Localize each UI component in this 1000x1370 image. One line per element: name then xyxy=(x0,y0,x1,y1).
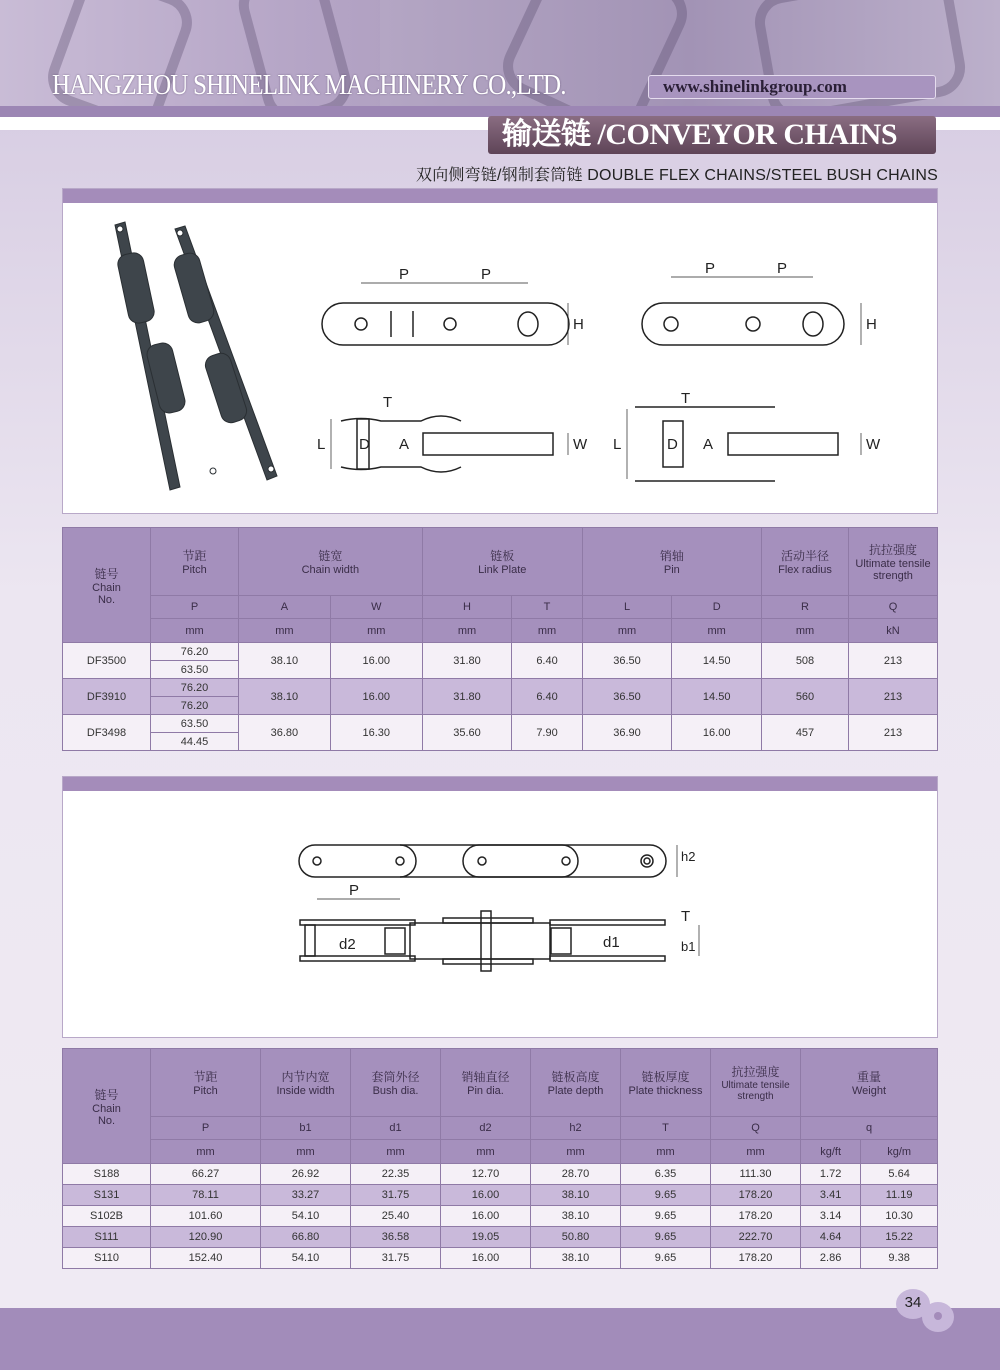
unit: kg/ft xyxy=(801,1140,861,1164)
table-row: S188 66.27 26.92 22.35 12.70 28.70 6.35 111.30 1.72 5.64 xyxy=(63,1164,938,1185)
unit: mm xyxy=(261,1140,351,1164)
header-weight: 重量 Weight xyxy=(801,1049,938,1117)
label-D: D xyxy=(667,436,678,453)
section-subtitle: 双向侧弯链/钢制套筒链 DOUBLE FLEX CHAINS/STEEL BUSH CHAINS xyxy=(416,167,938,184)
unit: mm xyxy=(151,1140,261,1164)
label-d1: d1 xyxy=(603,934,620,951)
unit: mm xyxy=(422,619,512,643)
label-H: H xyxy=(866,316,877,333)
label-L: L xyxy=(317,436,326,453)
section-title: 输送链 /CONVEYOR CHAINS xyxy=(488,116,936,154)
symbol: d1 xyxy=(351,1117,441,1140)
header-banner xyxy=(0,0,1000,106)
header-bush-dia: 套筒外径 Bush dia. xyxy=(351,1049,441,1117)
header-pitch: 节距 Pitch xyxy=(151,528,239,596)
symbol: q xyxy=(801,1117,938,1140)
dimension-labels xyxy=(317,260,881,453)
table-row: S110 152.40 54.10 31.75 16.00 38.10 9.65 178.20 2.86 9.38 xyxy=(63,1248,938,1269)
unit: mm xyxy=(512,619,582,643)
label-A: A xyxy=(703,436,714,453)
steel-bush-chain-drawing xyxy=(63,791,939,1037)
header-plate-depth: 链板高度 Plate depth xyxy=(531,1049,621,1117)
label-T: T xyxy=(383,394,393,411)
table-row: S102B 101.60 54.10 25.40 16.00 38.10 9.65 178.20 3.14 10.30 xyxy=(63,1206,938,1227)
header-chain-width: 链宽 Chain width xyxy=(239,528,423,596)
symbol: W xyxy=(330,596,422,619)
label-A: A xyxy=(399,436,410,453)
header-chain-no: 链号 Chain No. xyxy=(63,528,151,643)
symbol: H xyxy=(422,596,512,619)
symbol: T xyxy=(621,1117,711,1140)
header-flex-radius: 活动半径 Flex radius xyxy=(762,528,849,596)
header-plate-thickness: 链板厚度 Plate thickness xyxy=(621,1049,711,1117)
header-pin: 销轴 Pin xyxy=(582,528,761,596)
unit: mm xyxy=(711,1140,801,1164)
unit: mm xyxy=(582,619,672,643)
unit: mm xyxy=(531,1140,621,1164)
symbol: R xyxy=(762,596,849,619)
label-T: T xyxy=(681,390,691,407)
company-name: HANGZHOU SHINELINK MACHINERY CO.,LTD. xyxy=(52,70,566,101)
label-P: P xyxy=(349,882,360,899)
double-flex-chain-drawing xyxy=(63,203,939,513)
header-pin-dia: 销轴直径 Pin dia. xyxy=(441,1049,531,1117)
symbol: D xyxy=(672,596,762,619)
label-d2: d2 xyxy=(339,936,356,953)
footer-band xyxy=(0,1308,1000,1370)
table-row: DF3500 76.20 38.10 16.00 31.80 6.40 36.50 14.50 508 213 xyxy=(63,643,938,661)
symbol: Q xyxy=(711,1117,801,1140)
symbol: Q xyxy=(849,596,938,619)
unit: mm xyxy=(441,1140,531,1164)
label-W: W xyxy=(573,436,588,453)
header-inside-width: 内节内宽 Inside width xyxy=(261,1049,351,1117)
symbol: A xyxy=(239,596,331,619)
page-number: 34 xyxy=(896,1289,930,1319)
panel-header-bar xyxy=(63,777,937,791)
label-P: P xyxy=(481,266,492,283)
header-tensile-strength: 抗拉强度 Ultimate tensile strength xyxy=(849,528,938,596)
header-link-plate: 链板 Link Plate xyxy=(422,528,582,596)
steel-bush-chain-figure xyxy=(62,776,938,1038)
steel-bush-chain-spec-table xyxy=(62,1048,938,1269)
unit: mm xyxy=(151,619,239,643)
table-row: DF3498 63.50 36.80 16.30 35.60 7.90 36.90 16.00 457 213 xyxy=(63,715,938,733)
website-link[interactable]: www.shinelinkgroup.com xyxy=(648,75,936,99)
header-chain-no: 链号 Chain No. xyxy=(63,1049,151,1164)
panel-header-bar xyxy=(63,189,937,203)
header-pitch: 节距 Pitch xyxy=(151,1049,261,1117)
unit: mm xyxy=(351,1140,441,1164)
unit: mm xyxy=(762,619,849,643)
unit: kg/m xyxy=(861,1140,938,1164)
label-T: T xyxy=(681,908,691,925)
label-h2: h2 xyxy=(681,849,696,864)
unit: mm xyxy=(621,1140,711,1164)
label-P: P xyxy=(399,266,410,283)
label-b1: b1 xyxy=(681,939,696,954)
label-W: W xyxy=(866,436,881,453)
symbol: P xyxy=(151,1117,261,1140)
label-P: P xyxy=(705,260,716,277)
label-P: P xyxy=(777,260,788,277)
symbol: d2 xyxy=(441,1117,531,1140)
chain-photo xyxy=(115,222,277,490)
table-row: S111 120.90 66.80 36.58 19.05 50.80 9.65 222.70 4.64 15.22 xyxy=(63,1227,938,1248)
label-L: L xyxy=(613,436,622,453)
label-H: H xyxy=(573,316,584,333)
unit: mm xyxy=(330,619,422,643)
double-flex-chain-spec-table: 链号 Chain No. 节距 Pitch 链宽 Chain width 链板 Link Plate 销轴 Pin 活动半径 Flex radius 抗拉强度 Ultimate tensile strength P A W H T L D R Q mm mm mm mm mm mm mm mm kN DF3500 76.20 38.10 16.00 31.80 6.40 36.50 14.50 508 213 63.50 DF3910 76.20 38.10 16.00 31.80 6.40 36.50 14.50 560 213 76.20 DF3498 63.50 36.80 16.30 35.60 7.90 36.90 16.00 457 213 44.45 xyxy=(62,527,938,751)
table-row: S131 78.11 33.27 31.75 16.00 38.10 9.65 178.20 3.41 11.19 xyxy=(63,1185,938,1206)
symbol: T xyxy=(512,596,582,619)
unit: mm xyxy=(239,619,331,643)
symbol: L xyxy=(582,596,672,619)
unit: mm xyxy=(672,619,762,643)
symbol: h2 xyxy=(531,1117,621,1140)
double-flex-chain-figure xyxy=(62,188,938,514)
unit: kN xyxy=(849,619,938,643)
symbol: b1 xyxy=(261,1117,351,1140)
header-tensile-strength: 抗拉强度 Ultimate tensile strength xyxy=(711,1049,801,1117)
label-D: D xyxy=(359,436,370,453)
symbol: P xyxy=(151,596,239,619)
table-row: DF3910 76.20 38.10 16.00 31.80 6.40 36.50 14.50 560 213 xyxy=(63,679,938,697)
